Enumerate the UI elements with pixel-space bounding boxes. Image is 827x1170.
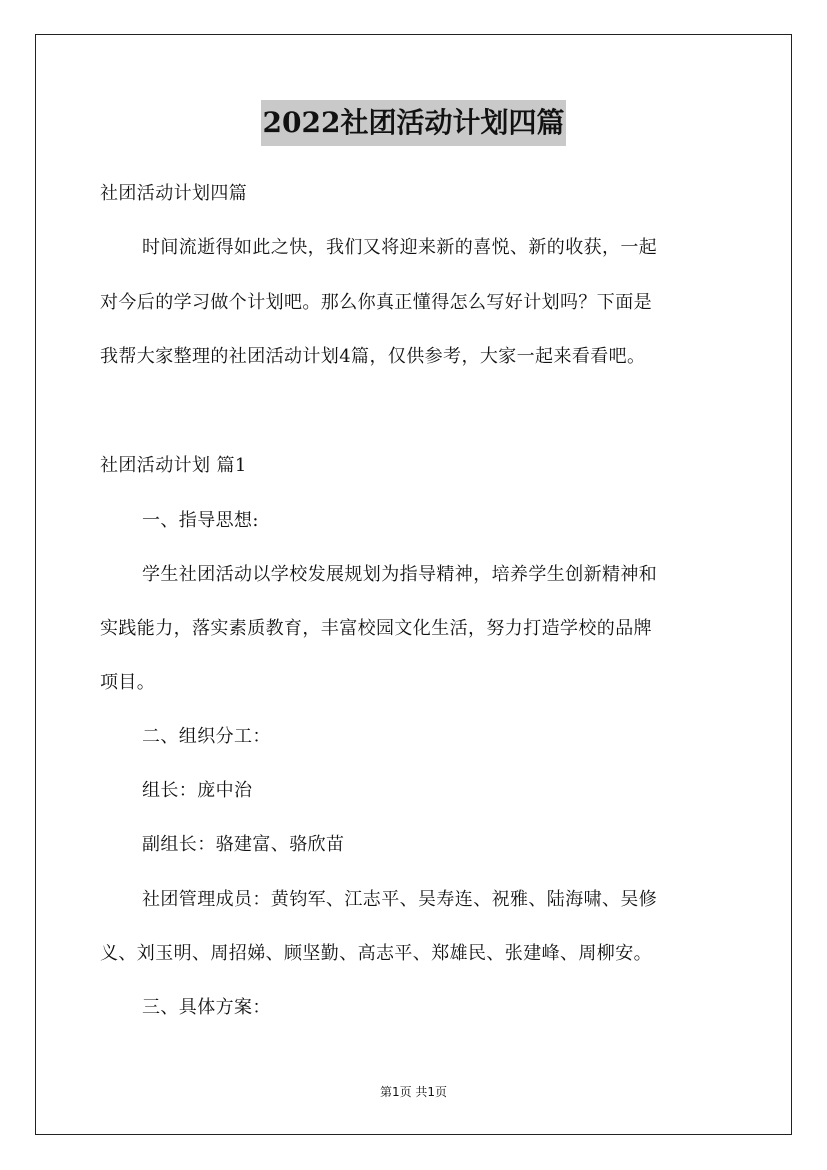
document-subtitle: 社团活动计划四篇: [100, 183, 248, 204]
intro-line-3: 我帮大家整理的社团活动计划4篇，仅供参考，大家一起来看看吧。: [100, 346, 646, 367]
part1-body-line-2: 实践能力，落实素质教育，丰富校园文化生活，努力打造学校的品牌: [100, 618, 652, 639]
page-footer: 第1页 共1页: [379, 1085, 448, 1099]
part1-body-line-3: 项目。: [100, 672, 156, 693]
part1-heading: 一、指导思想:: [142, 510, 259, 531]
part3-heading: 三、具体方案：: [142, 997, 271, 1018]
leader-line: 组长：庞中治: [142, 780, 253, 801]
document-title-text: 2022社团活动计划四篇: [261, 100, 567, 146]
members-line-2: 义、刘玉明、周招娣、顾坚勤、高志平、郑雄民、张建峰、周柳安。: [100, 943, 652, 964]
intro-line-1: 时间流逝得如此之快，我们又将迎来新的喜悦、新的收获，一起: [142, 237, 658, 258]
members-line-1: 社团管理成员：黄钧军、江志平、吴寿连、祝雅、陆海啸、吴修: [142, 889, 658, 910]
part2-heading: 二、组织分工：: [142, 726, 271, 747]
deputy-line: 副组长：骆建富、骆欣苗: [142, 834, 345, 855]
document-title: [0, 100, 827, 146]
section-heading: 社团活动计划 篇1: [100, 455, 247, 476]
part1-body-line-1: 学生社团活动以学校发展规划为指导精神，培养学生创新精神和: [142, 564, 658, 585]
intro-line-2: 对今后的学习做个计划吧。那么你真正懂得怎么写好计划吗？下面是: [100, 292, 652, 313]
